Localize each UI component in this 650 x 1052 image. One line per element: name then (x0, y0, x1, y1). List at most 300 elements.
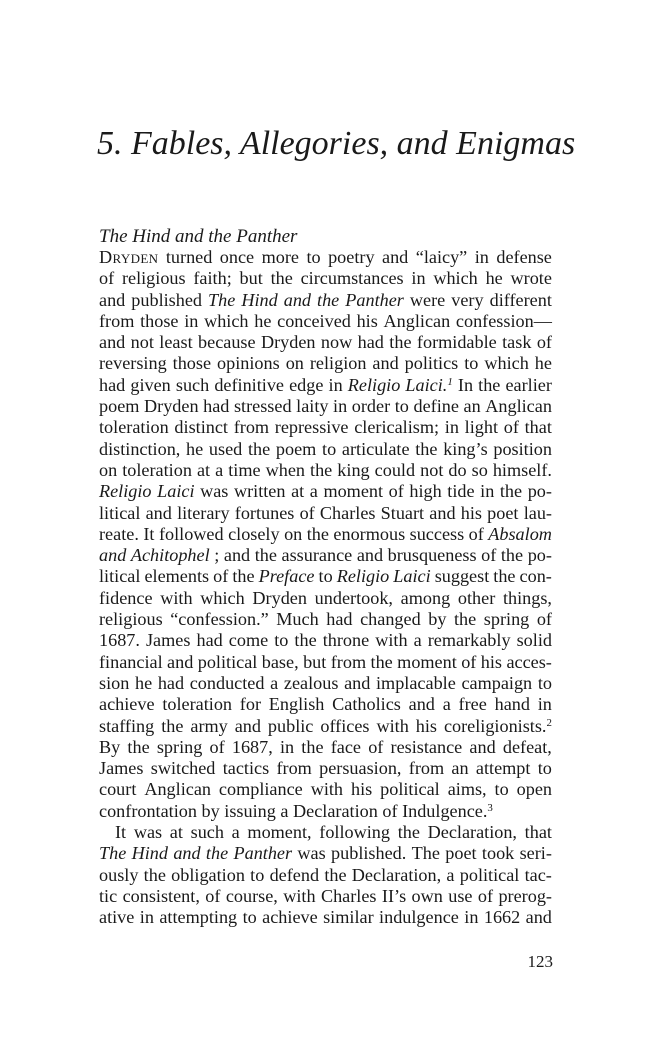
word: public (267, 715, 314, 736)
word: in (279, 736, 295, 757)
word: aims, (447, 779, 487, 800)
word: elements (144, 566, 210, 587)
word: moment, (247, 822, 312, 843)
word: on (284, 523, 303, 544)
word: fidence (99, 587, 153, 608)
word: poem (99, 396, 140, 417)
word: the (270, 268, 293, 289)
word: by (201, 800, 220, 821)
word: which (200, 587, 245, 608)
word: other (457, 587, 496, 608)
word: sion (99, 672, 130, 693)
word: in (184, 310, 199, 331)
text-line (99, 779, 552, 800)
word: suggest (434, 566, 490, 587)
word: of (205, 885, 221, 906)
word: achieve (99, 694, 155, 715)
word: wrote (510, 268, 552, 289)
word: consistent, (122, 885, 200, 906)
word: and (99, 289, 126, 310)
word: faith; (193, 268, 232, 289)
word: lau- (523, 502, 552, 523)
word: because (198, 332, 256, 353)
word: Dryden (144, 396, 199, 417)
word: had (99, 374, 126, 395)
word: Much (276, 609, 319, 630)
word: come (228, 630, 269, 651)
word: attempt (475, 758, 531, 779)
text-line (99, 865, 552, 886)
word: II’s (381, 885, 407, 906)
word: a (280, 800, 289, 821)
word: political (380, 779, 440, 800)
word: Achitophel (130, 545, 210, 566)
word: court (99, 779, 137, 800)
word: distinction, (99, 438, 181, 459)
word: moment (397, 651, 457, 672)
word: and (223, 545, 251, 566)
word: political (459, 864, 520, 885)
word: to (242, 907, 257, 928)
word: now (320, 332, 353, 353)
word: and (99, 332, 126, 353)
word: different (489, 289, 552, 310)
word: and (283, 289, 311, 310)
word: 1687, (231, 736, 273, 757)
word: for (239, 694, 262, 715)
word: the (415, 438, 438, 459)
word: had (326, 609, 353, 630)
word: the (493, 566, 516, 587)
word: among (400, 587, 451, 608)
text-line (99, 290, 552, 311)
word: Dryden (252, 587, 307, 608)
word: changed (360, 609, 421, 630)
word: was (297, 843, 326, 864)
word: in (444, 417, 459, 438)
word: 1662 (483, 907, 521, 928)
footnote-marker: 1 (447, 375, 453, 388)
word: the (500, 545, 524, 566)
text-line (99, 801, 552, 822)
word: himself. (492, 459, 552, 480)
word: from (408, 758, 445, 779)
word: free (458, 694, 487, 715)
word: po- (527, 481, 552, 502)
word: achieve (262, 907, 318, 928)
word: Catholics (332, 694, 401, 715)
word: an (451, 758, 469, 779)
word: on (285, 353, 304, 374)
word: Declaration, (427, 822, 517, 843)
word: turned (165, 247, 213, 267)
word: solid (516, 630, 552, 651)
word: published. (331, 843, 407, 864)
word: obligation (171, 864, 245, 885)
word: when (265, 459, 305, 480)
word: written (233, 481, 286, 502)
word: Anglican (383, 310, 451, 331)
word: 1687. (99, 630, 140, 651)
word: so (471, 459, 488, 480)
word: of (388, 481, 404, 502)
word: Stuart (380, 502, 425, 523)
word: he (186, 438, 204, 459)
word: politics (404, 353, 459, 374)
word: from (276, 758, 312, 779)
word: Laici (157, 481, 195, 502)
word: own (411, 885, 443, 906)
word: religious (121, 268, 186, 289)
word: a (270, 672, 279, 693)
word: of (213, 566, 229, 587)
word: that (524, 417, 552, 438)
word: to (322, 438, 337, 459)
word: a (215, 459, 224, 480)
word: implacable (376, 672, 456, 693)
word: took (481, 843, 515, 864)
word: hand (494, 694, 530, 715)
word: face (330, 736, 361, 757)
word: and (234, 715, 261, 736)
word: to (494, 779, 509, 800)
word: attempting (159, 907, 238, 928)
word: in (537, 694, 552, 715)
word: to (537, 758, 552, 779)
text-line (99, 311, 552, 332)
text-line (99, 417, 552, 438)
word: religious (99, 609, 163, 630)
word: with (160, 587, 193, 608)
word: Charles (320, 885, 377, 906)
word: position (493, 438, 552, 459)
text-line (99, 716, 552, 737)
word: It (115, 822, 127, 843)
word: Religio (347, 374, 401, 395)
page-number: 123 (527, 952, 553, 971)
word: prerog- (498, 885, 552, 906)
word: assurance (281, 545, 353, 566)
word: James (99, 758, 144, 779)
text-line (99, 439, 552, 460)
word: the (478, 374, 501, 395)
word: use (448, 885, 473, 906)
word: to (306, 247, 321, 267)
word: and (99, 545, 127, 566)
text-line (99, 332, 552, 353)
word: religion (309, 353, 367, 374)
word: but (303, 651, 327, 672)
word: of (536, 609, 552, 630)
word: zealous (283, 672, 339, 693)
word: staffing (99, 715, 155, 736)
section-title: The Hind and the Panther (99, 226, 298, 247)
word: of (461, 651, 477, 672)
word: in (474, 247, 489, 267)
word: Anglican (144, 779, 211, 800)
word: the (301, 736, 324, 757)
word: in (464, 907, 479, 928)
word: By (99, 736, 121, 757)
word: he (254, 310, 272, 331)
word: edge (289, 374, 324, 395)
word: and (344, 672, 371, 693)
word: laity (296, 396, 329, 417)
word: had (357, 332, 384, 353)
text-line (99, 907, 552, 928)
text-line (99, 588, 552, 609)
word: base, (261, 651, 299, 672)
footnote-marker: 2 (546, 716, 552, 729)
word: the (499, 481, 523, 502)
word: a (309, 481, 318, 502)
text-line (99, 609, 552, 630)
word: acces- (506, 651, 552, 672)
word: poet (487, 502, 519, 523)
word: indulgence (379, 907, 459, 928)
word: of (477, 885, 494, 906)
word: throne (322, 630, 370, 651)
word: had (157, 672, 185, 693)
word: high (409, 481, 442, 502)
word: Hind (131, 843, 168, 864)
body-text (99, 247, 552, 929)
word: confrontation (99, 800, 197, 821)
word: to (394, 396, 409, 417)
word: “laicy” (415, 247, 468, 267)
word: his (415, 715, 437, 736)
text-line (99, 396, 552, 417)
word: seri- (519, 843, 552, 864)
word: open (516, 779, 552, 800)
word: the (254, 545, 277, 566)
word: with (376, 715, 409, 736)
word: published (131, 289, 203, 310)
word: the (454, 609, 477, 630)
word: Religio (99, 481, 152, 502)
word: do (448, 459, 467, 480)
word: his (480, 651, 503, 672)
word: brusqueness (387, 545, 477, 566)
word: persuasion, (319, 758, 402, 779)
word: The (99, 843, 127, 864)
word: to (318, 566, 333, 587)
text-line (99, 247, 552, 268)
word: tide (447, 481, 475, 502)
word: of (503, 417, 519, 438)
word: confession— (455, 310, 552, 331)
word: the (247, 438, 271, 459)
word: defense (496, 247, 552, 267)
word: to (250, 864, 265, 885)
word: from (233, 417, 270, 438)
word: those (172, 353, 212, 374)
word: the (389, 332, 412, 353)
word: course, (225, 885, 278, 906)
word: least (159, 332, 193, 353)
word: defeat, (502, 736, 552, 757)
word: distinct (174, 417, 228, 438)
word: earlier (505, 374, 552, 395)
word: with (375, 630, 408, 651)
word: Religio (336, 566, 390, 587)
word: of (368, 736, 384, 757)
word: undertook, (314, 587, 393, 608)
word: Indulgence.$^3$ (402, 800, 493, 821)
word: tac- (524, 864, 552, 885)
word: circumstances (300, 268, 404, 289)
word: The (411, 843, 440, 864)
word: his (460, 502, 482, 523)
word: ative (99, 907, 135, 928)
word: issuing (224, 800, 276, 821)
word: compliance (218, 779, 303, 800)
word: Absalom (488, 523, 552, 544)
word: which (484, 353, 529, 374)
word: “confession.” (170, 609, 269, 630)
word: and (173, 843, 201, 864)
word: given (130, 374, 171, 395)
word: Anglican (485, 396, 552, 417)
word: financial (99, 651, 163, 672)
text-line (99, 524, 552, 545)
word: had (203, 396, 230, 417)
text-line (99, 758, 552, 779)
word: the (397, 822, 420, 843)
word: his (356, 310, 378, 331)
word: poet (445, 843, 477, 864)
word: poem (275, 438, 317, 459)
word: at (196, 459, 211, 480)
word: spring (156, 736, 203, 757)
word: switched (150, 758, 216, 779)
text-line (99, 652, 552, 673)
text-line (99, 503, 552, 524)
word: fortunes (234, 502, 295, 523)
word: king (337, 459, 370, 480)
text-line (99, 481, 552, 502)
word: of (299, 502, 315, 523)
word: which (433, 268, 478, 289)
word: he (134, 672, 153, 693)
word: an (463, 396, 481, 417)
word: James (145, 630, 191, 651)
word: on (99, 459, 118, 480)
word: to (464, 353, 479, 374)
word: of (99, 268, 115, 289)
word: once (219, 247, 255, 267)
word: king’s (443, 438, 488, 459)
text-line (99, 268, 552, 289)
word: the (232, 566, 255, 587)
word: political (197, 651, 258, 672)
word: and (382, 247, 409, 267)
word: used (208, 438, 243, 459)
word: not (420, 459, 444, 480)
word: similar (323, 907, 374, 928)
word: of (481, 545, 497, 566)
text-line (99, 545, 552, 566)
word: offices (320, 715, 370, 736)
word: to (274, 630, 289, 651)
word: followed (158, 523, 224, 544)
word: the (306, 523, 329, 544)
word: litical (99, 566, 141, 587)
word: could (374, 459, 416, 480)
word: literary (177, 502, 230, 523)
word: the (127, 736, 150, 757)
word: such (175, 374, 210, 395)
word: of (382, 800, 398, 821)
word: from (99, 310, 135, 331)
word: closely (228, 523, 280, 544)
word: was (200, 481, 229, 502)
word: ; (214, 545, 220, 566)
word: the (143, 864, 166, 885)
word: and (429, 502, 456, 523)
word: he (534, 353, 552, 374)
word: following (319, 822, 390, 843)
word: articulate (341, 438, 410, 459)
word: tic (99, 885, 118, 906)
word: clericalism; (354, 417, 440, 438)
text-line (99, 886, 552, 907)
word: remarkably (427, 630, 511, 651)
word: Dryden (260, 332, 316, 353)
word: moment (323, 481, 384, 502)
word: in (480, 481, 495, 502)
word: coreligionists.$^2$ (443, 715, 552, 736)
word: not (130, 332, 154, 353)
word: he (485, 268, 503, 289)
word: which (204, 310, 249, 331)
word: In (457, 374, 474, 395)
word: those (140, 310, 179, 331)
text-line (99, 673, 552, 694)
word: The (208, 289, 236, 310)
word: Declaration (292, 800, 378, 821)
word: the (205, 843, 229, 864)
word: stressed (233, 396, 292, 417)
word: English (268, 694, 325, 715)
word: of (468, 523, 484, 544)
word: po- (527, 545, 552, 566)
word: conducted (189, 672, 265, 693)
word: the (310, 459, 333, 480)
word: and (145, 502, 172, 523)
word: and (167, 651, 194, 672)
word: and (525, 907, 552, 928)
word: task (502, 332, 532, 353)
word: tactics (222, 758, 270, 779)
word: had (196, 630, 223, 651)
word: in (328, 374, 343, 395)
word: campaign (461, 672, 533, 693)
word: Dryden (99, 247, 159, 267)
word: success (409, 523, 465, 544)
word: light (464, 417, 499, 438)
text-line (99, 822, 552, 843)
chapter-title: 5. Fables, Allegories, and Enigmas (97, 125, 576, 162)
word: conceived (277, 310, 351, 331)
word: Panther (233, 843, 293, 864)
word: poetry (328, 247, 375, 267)
word: Hind (241, 289, 278, 310)
word: at (291, 481, 305, 502)
word: spring (483, 609, 530, 630)
word: and (356, 545, 384, 566)
word: things, (502, 587, 552, 608)
